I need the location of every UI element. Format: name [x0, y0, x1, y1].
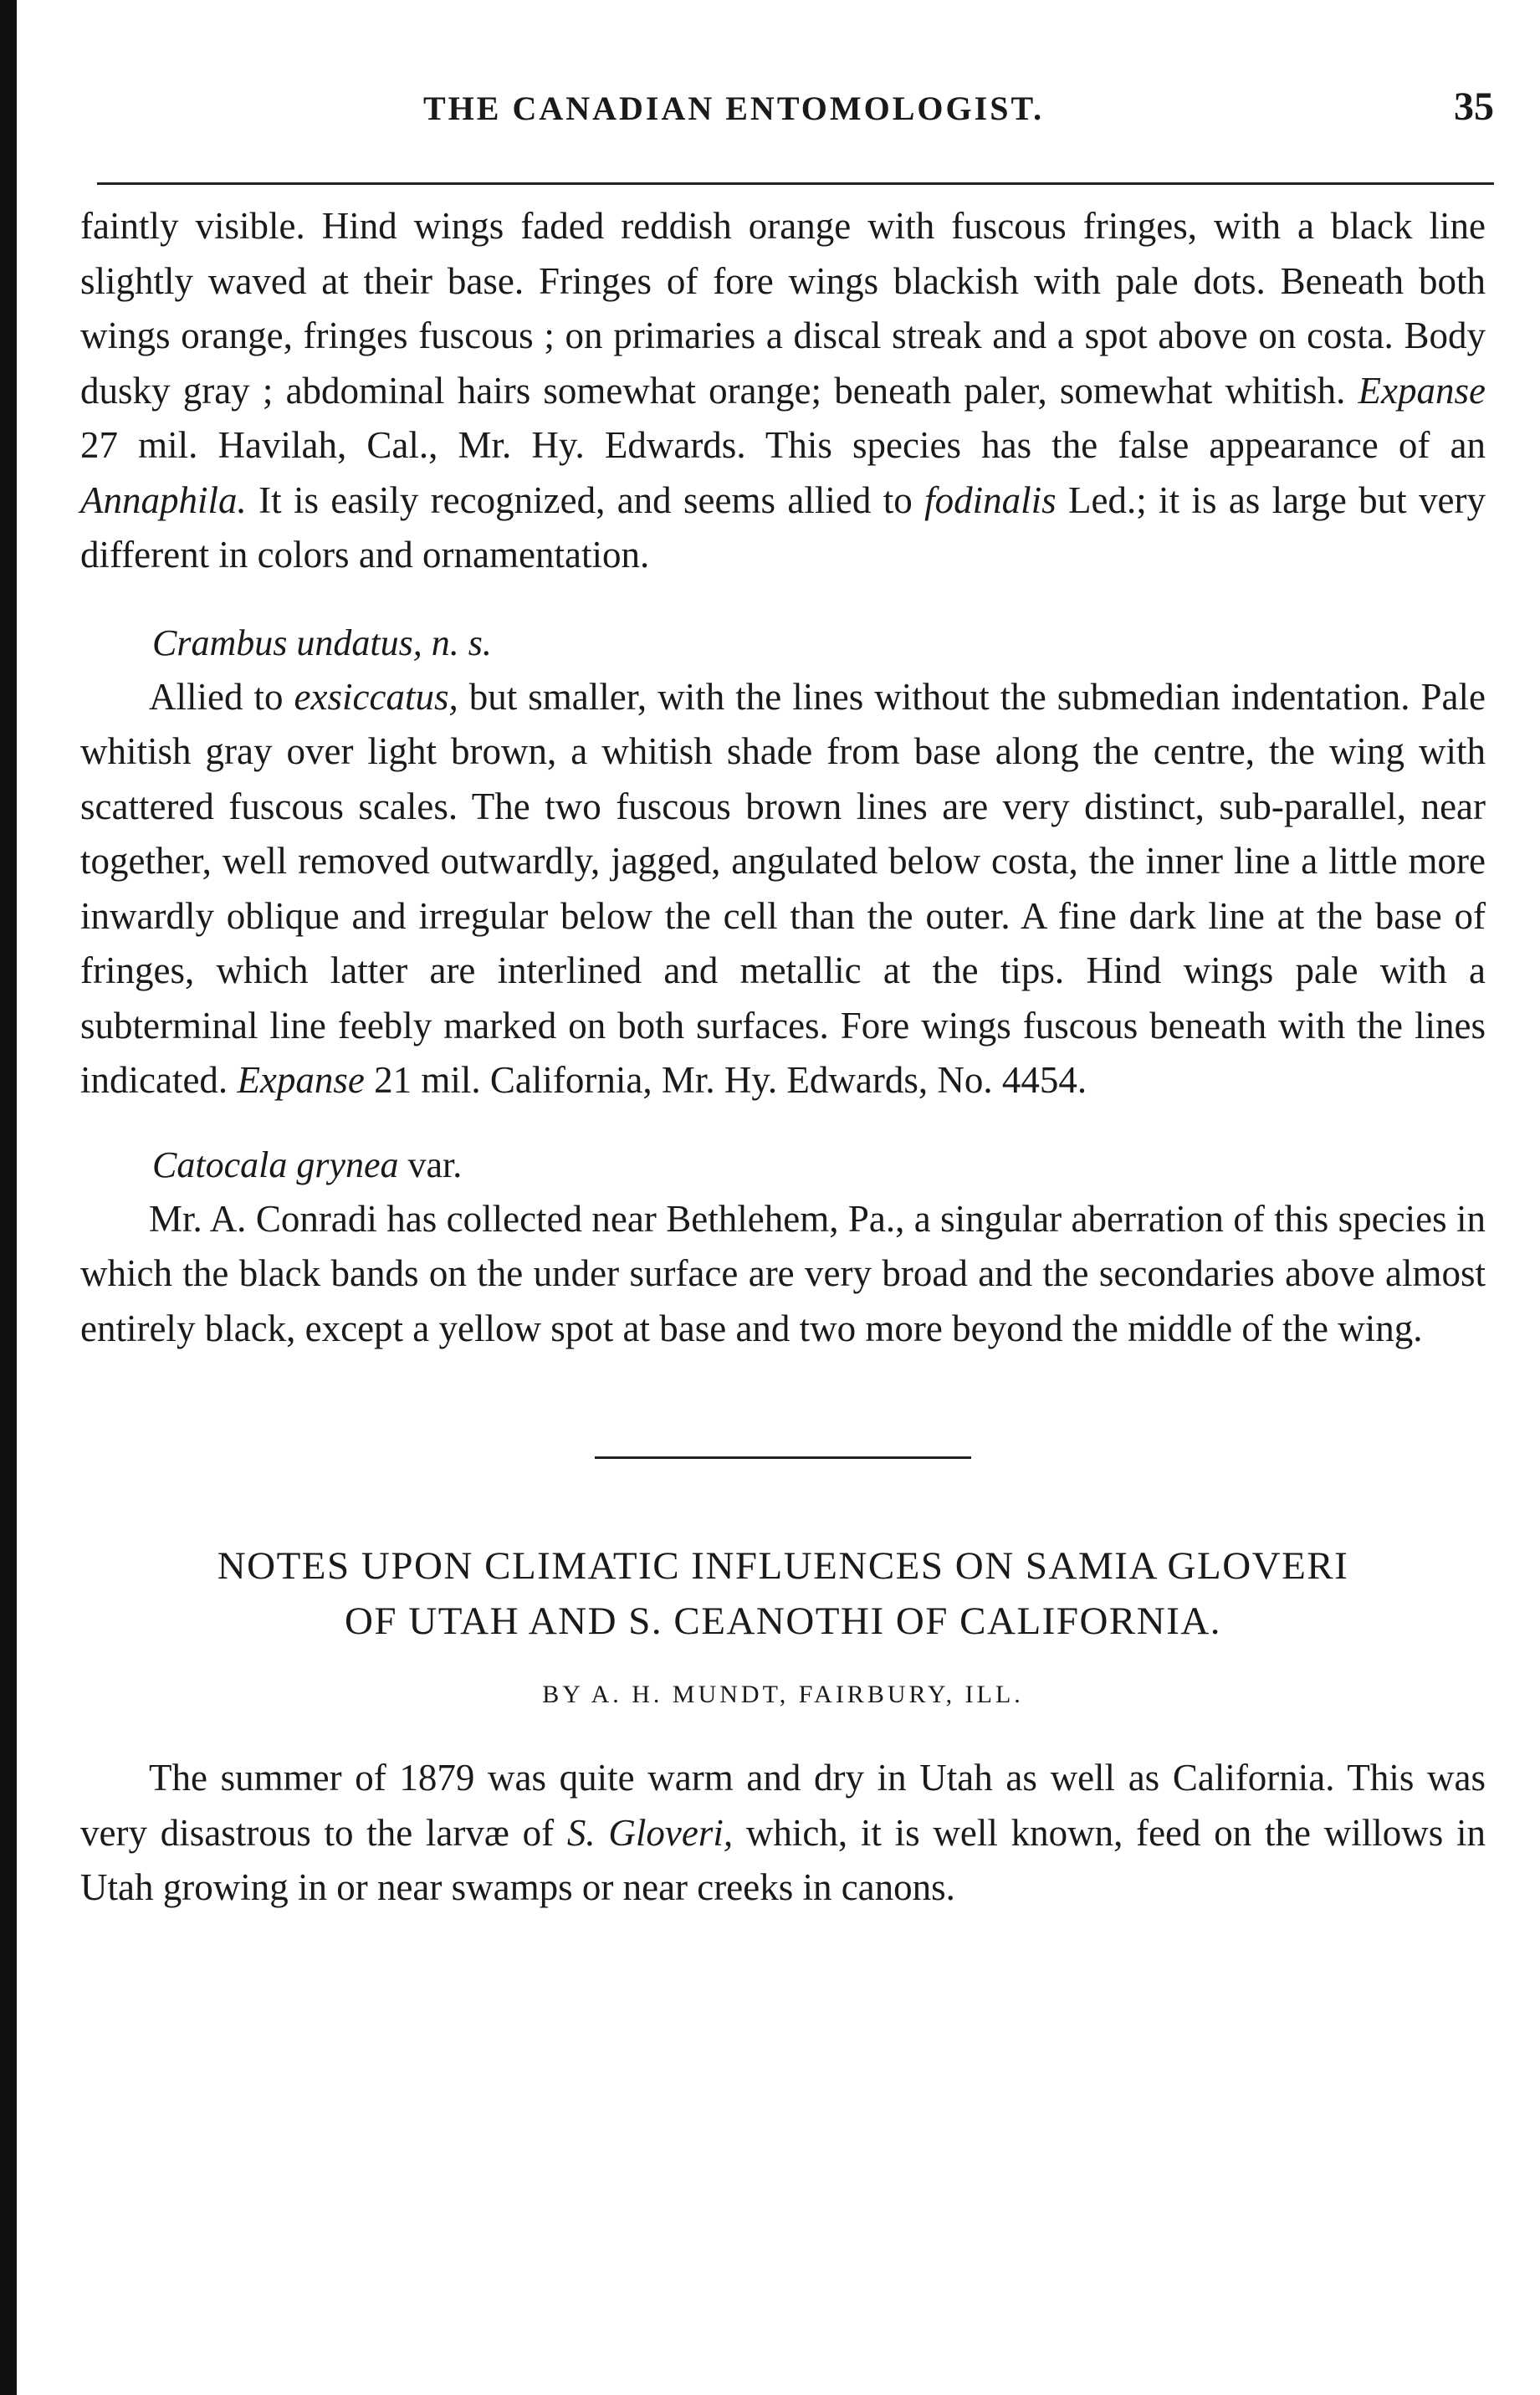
- species-name: S. Gloveri,: [566, 1811, 734, 1854]
- catocala-description: Mr. A. Conradi has collected near Bethlehem, Pa., a singular aberration of this species in which the black bands on the under surface are very broad and the secondaries above almost entirely black, except a yellow spot at base and two more beyond the middle of the wing.: [80, 1197, 1486, 1349]
- section-separator: [595, 1456, 971, 1459]
- page: [80, 84, 1494, 1916]
- article-title-line-1: NOTES UPON CLIMATIC INFLUENCES ON SAMIA GLOVERI: [217, 1544, 1349, 1588]
- text-run: The summer of 1879 was quite warm and dry in Utah as well as California. This was very disastrous to the larvæ of: [80, 1757, 1486, 1854]
- text-run: Led.; it is as large but very different in colors and ornamentation.: [80, 478, 1486, 576]
- text-run: faintly visible. Hind wings faded reddish orange with fuscous fringes, with a black line slightly waved at their base. Fringes of fore wings blackish with pale dots. Beneath both wings orange, fringes fuscous ; on primaries a discal streak and a spot above on costa. Body dusky gray ; abdominal hairs somewhat orange; beneath paler, somewhat whitish.: [80, 205, 1486, 412]
- text-run: Allied to: [149, 675, 294, 718]
- species-heading-catocala: [80, 1139, 1486, 1192]
- running-head: [80, 84, 1494, 151]
- genus-name: Annaphila.: [80, 478, 247, 521]
- expanse-label: Expanse: [237, 1059, 365, 1101]
- article-title-line-2: OF UTAH AND S. CEANOTHI OF CALIFORNIA.: [344, 1599, 1222, 1643]
- article-paragraph: [80, 1751, 1486, 1916]
- continued-paragraph: [80, 199, 1486, 583]
- byline: BY A. H. MUNDT, FAIRBURY, ILL.: [542, 1681, 1024, 1708]
- text-run: but smaller, with the lines without the submedian indentation. Pale whitish gray over light brown, a whitish shade from base along the centre, the wing with scattered fuscous scales. The two fuscous brown lines are very distinct, sub-parallel, near together, well removed outwardly, jagged, angulated below costa, the inner line a little more inwardly oblique and irregular below the cell than the outer. A fine dark line at the base of fringes, which latter are interlined and metallic at the tips. Hind wings pale with a subterminal line feebly marked on both surfaces. Fore wings fuscous beneath with the lines indicated.: [80, 675, 1486, 1101]
- text-run: It is easily recognized, and seems allied to: [246, 478, 925, 521]
- crambus-description: [80, 670, 1486, 1108]
- header-rule: [97, 182, 1494, 185]
- species-name: Catocala grynea: [152, 1144, 399, 1185]
- new-species-mark: n. s.: [431, 622, 492, 663]
- species-name: exsiccatus,: [294, 675, 458, 718]
- article-title: [80, 1538, 1486, 1649]
- species-name: fodinalis: [924, 478, 1057, 521]
- variety-mark: var.: [407, 1144, 463, 1185]
- running-title: THE CANADIAN ENTOMOLOGIST.: [423, 90, 1045, 127]
- species-heading-crambus: [80, 617, 1486, 670]
- text-run: 27 mil. Havilah, Cal., Mr. Hy. Edwards. This species has the false appearance of an: [80, 424, 1486, 466]
- expanse-label: Expanse: [1358, 369, 1486, 412]
- species-name: Crambus undatus,: [152, 622, 422, 663]
- page-number: 35: [1454, 84, 1494, 129]
- text-run: 21 mil. California, Mr. Hy. Edwards, No. 4454.: [364, 1059, 1087, 1101]
- text-run: which, it is well known, feed on the willows in Utah growing in or near swamps or near creeks in canons.: [80, 1811, 1486, 1908]
- binding-edge: [0, 0, 17, 2395]
